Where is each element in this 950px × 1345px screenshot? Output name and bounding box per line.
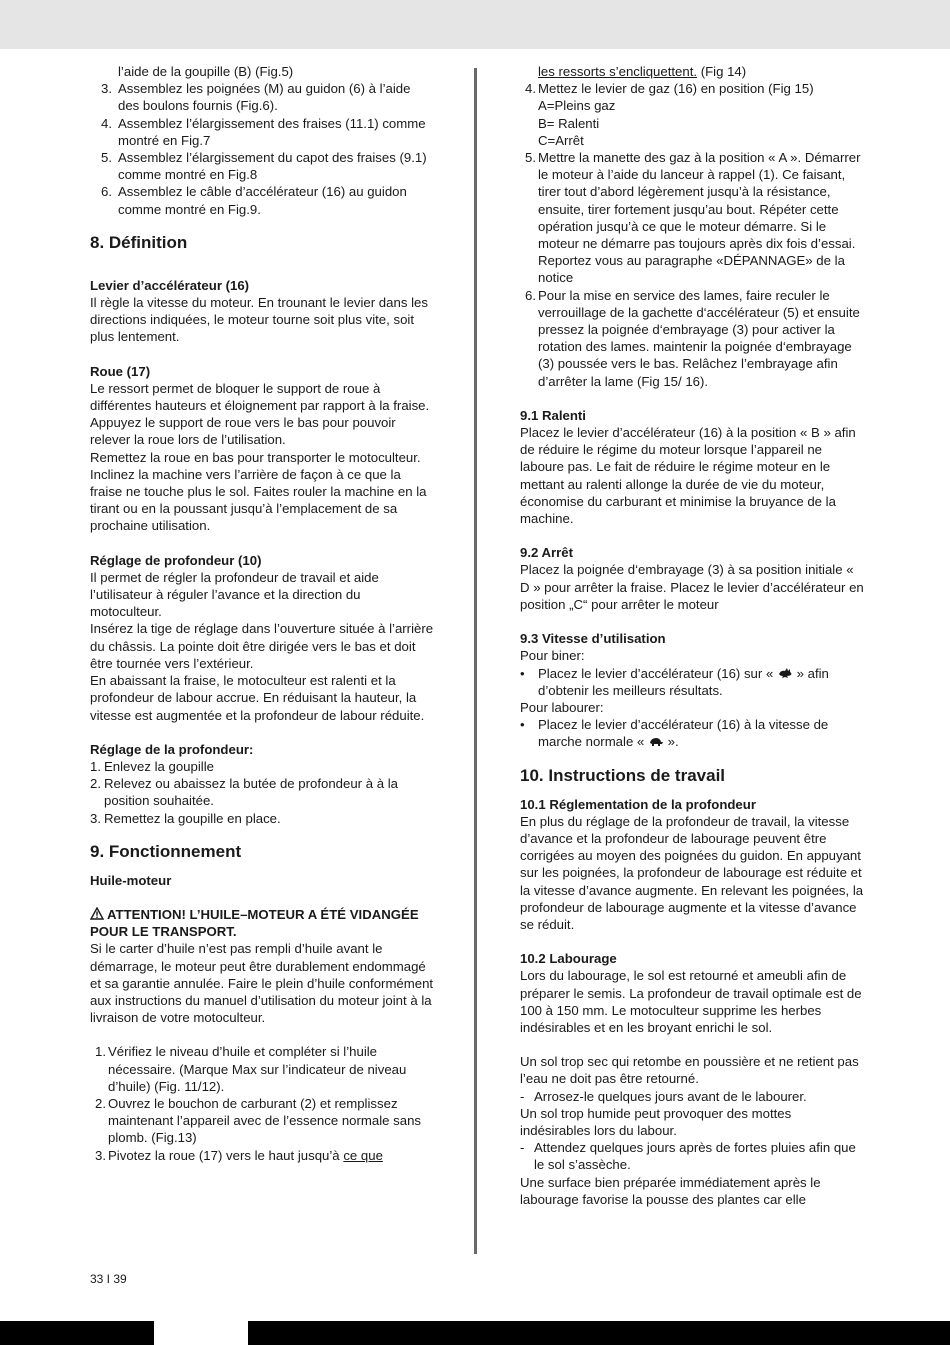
list-number: 1. xyxy=(90,758,101,774)
list-number: 1. xyxy=(95,1044,106,1060)
list-item-text: Assemblez les poignées (M) au guidon (6) à l’aide des boulons fournis (Fig.6). xyxy=(118,81,411,114)
warning-triangle-icon xyxy=(90,907,104,920)
gas-option: B= Ralenti xyxy=(538,115,600,131)
paragraph: En abaissant la fraise, le motoculteur est ralenti et la profondeur de labour accrue. En réduisant la hauteur, la vitesse est augmentée et la profondeur de labour réduite. xyxy=(90,673,425,723)
paragraph: Lors du labourage, le sol est retourné et ameubli afin de préparer le semis. La profondeur de travail optimale est de 100 à 150 mm. Le motoculteur supprime les herbes indésirables et en les broyant enrichi le sol. xyxy=(520,968,862,1035)
list-number: 4. xyxy=(525,81,536,97)
subheading-vitesse: 9.3 Vitesse d’utilisation xyxy=(520,631,666,647)
list-item xyxy=(90,115,435,149)
list-number: 3. xyxy=(90,810,101,826)
paragraph: Placez la poignée d‘embrayage (3) à sa position initiale « D » pour arrêter la fraise. Placez le levier d’accélérateur en position „C“ pour arrêter le moteur xyxy=(520,562,864,612)
list-item xyxy=(90,810,435,827)
bullet-text: Placez le levier d’accélérateur (16) sur « xyxy=(538,665,777,681)
paragraph: Le ressort permet de bloquer le support de roue à différentes hauteurs et éloignement par rapport à la fraise. Appuyez le support de roue vers le bas pour pouvoir relever la roue lors de l’utilisation. xyxy=(90,380,430,448)
section-heading-fonctionnement: 9. Fonctionnement xyxy=(90,841,242,861)
list-item-text: Assemblez l’élargissement des fraises (11.1) comme montré en Fig.7 xyxy=(118,115,426,148)
list-item xyxy=(520,149,865,287)
gas-option: C=Arrêt xyxy=(538,132,584,148)
list-number: 2. xyxy=(90,776,101,792)
dash-text: Attendez quelques jours après de fortes pluies afin que le sol s’assèche. xyxy=(534,1140,856,1173)
subheading-ralenti: 9.1 Ralenti xyxy=(520,407,586,423)
page-number: 33 I 39 xyxy=(90,1272,127,1286)
list-item-text: Mettre la manette des gaz à la position « A ». Démarrer le moteur à l’aide du lanceur à rappel (1). Ce faisant, tirer tout d’abord légèrement jusqu’à la résistance, ensuite, tirer fortement jusqu’au bout. Répéter cette opération jusqu’à ce que le moteur démarre. Si le moteur ne démarre pas toujours après dix fois d’essai. Reportez vous au paragraphe «DÉPANNAGE» de la notice xyxy=(538,150,861,286)
list-item xyxy=(90,1147,435,1164)
list-item xyxy=(90,758,435,775)
list-item-text: Pour la mise en service des lames, faire reculer le verrouillage de la gachette d‘accélérateur (5) et ensuite pressez la poignée d‘embrayage (3) pour activer la rotation des lames. maintenir la poignée d‘embrayage (3) poussée vers le bas. Relâchez l’embrayage afin d’arrêter la lame (Fig 15/ 16). xyxy=(538,287,860,389)
section-heading-instructions: 10. Instructions de travail xyxy=(520,765,726,785)
underlined-text: les ressorts s’encliquettent. xyxy=(538,64,698,79)
dash-item xyxy=(520,1139,865,1173)
paragraph: Il règle la vitesse du moteur. En trounant le levier dans les directions indiquées, le moteur tourne soit plus vite, soit plus lentement. xyxy=(90,295,428,345)
list-item-text: Relevez ou abaissez la butée de profondeur à à la position souhaitée. xyxy=(104,776,398,809)
paragraph: Si le carter d’huile n’est pas rempli d’huile avant le démarrage, le moteur peut être durablement endommagé et sa garantie annulée. Faire le plein d’huile conformément aux instructions du manuel d’utilisation du moteur joint à la livraison de votre motoculteur. xyxy=(90,941,434,1026)
subheading-levier: Levier d’accélérateur (16) xyxy=(90,277,250,293)
right-column xyxy=(520,63,865,1208)
list-item xyxy=(520,287,865,390)
paragraph: Pour biner: xyxy=(520,648,585,664)
list-item xyxy=(90,183,435,217)
subheading-huile: Huile-moteur xyxy=(90,872,172,888)
paragraph: Un sol trop humide peut provoquer des mottes indésirables lors du labour. xyxy=(520,1105,792,1138)
bullet-text: ». xyxy=(663,734,679,750)
turtle-icon xyxy=(648,735,664,747)
list-item-text: Mettez le levier de gaz (16) en position (Fig 15) xyxy=(538,81,814,97)
list-number: 3. xyxy=(101,81,112,97)
list-item-text: (Fig 14) xyxy=(697,64,747,79)
list-item xyxy=(90,149,435,183)
list-item xyxy=(90,775,435,809)
list-item-text: Enlevez la goupille xyxy=(104,758,214,774)
column-divider xyxy=(474,68,477,1254)
bottom-bar-gap xyxy=(154,1321,248,1345)
list-number: 6. xyxy=(101,184,112,200)
paragraph: Pour labourer: xyxy=(520,699,604,715)
bullet: • xyxy=(520,665,525,681)
subheading-arret: 9.2 Arrêt xyxy=(520,545,574,561)
list-item-text: Remettez la goupille en place. xyxy=(104,810,281,826)
list-number: 4. xyxy=(101,115,112,131)
list-number: 5. xyxy=(525,150,536,166)
warning-notice xyxy=(90,906,435,940)
list-item-text: Assemblez le câble d’accélérateur (16) au guidon comme montré en Fig.9. xyxy=(118,184,407,217)
dash-item xyxy=(520,1088,865,1105)
subheading-reglementation: 10.1 Réglementation de la profondeur xyxy=(520,796,756,812)
subheading-reglage: Réglage de profondeur (10) xyxy=(90,552,262,568)
list-item-text: l’aide de la goupille (B) (Fig.5) xyxy=(118,64,294,79)
bullet: • xyxy=(520,717,525,733)
paragraph: Un sol trop sec qui retombe en poussière et ne retient pas l’eau ne doit pas être retourné. xyxy=(520,1054,859,1087)
bullet-text: Placez le levier d’accélérateur (16) à la vitesse de marche normale « xyxy=(538,717,829,750)
list-item-text: Vérifiez le niveau d’huile et compléter si l’huile nécessaire. (Marque Max sur l’indicateur de niveau d’huile) (Fig. 11/12). xyxy=(108,1044,407,1094)
list-number: 5. xyxy=(101,150,112,166)
paragraph: Une surface bien préparée immédiatement après le labourage favorise la pousse des plantes car elle xyxy=(520,1174,821,1207)
list-number: 6. xyxy=(525,287,536,303)
bullet-item xyxy=(520,716,865,750)
underlined-text: ce que xyxy=(343,1147,383,1163)
list-item xyxy=(90,80,435,114)
bottom-bar xyxy=(0,1321,950,1345)
list-item xyxy=(90,1043,435,1095)
paragraph: Remettez la roue en bas pour transporter le motoculteur. Inclinez la machine vers l’arrière de façon à ce que la fraise ne touche plus le sol. Faites rouler la machine en la tirant ou en la poussant jusqu’à l’emplacement de sa prochaine utilisation. xyxy=(90,449,427,534)
list-item xyxy=(90,63,435,80)
dash: - xyxy=(520,1088,525,1104)
gas-option: A=Pleins gaz xyxy=(538,98,616,114)
subheading-roue: Roue (17) xyxy=(90,363,151,379)
dash-text: Arrosez-le quelques jours avant de le labourer. xyxy=(534,1088,807,1104)
list-item-text: Pivotez la roue (17) vers le haut jusqu’à xyxy=(108,1147,344,1163)
section-heading-definition: 8. Définition xyxy=(90,232,188,252)
list-item xyxy=(520,63,865,80)
list-item xyxy=(520,80,865,97)
top-band xyxy=(0,0,950,49)
paragraph: En plus du réglage de la profondeur de travail, la vitesse d’avance et la profondeur de labourage peuvent être corrigées au moyen des poignées du guidon. En appuyant sur les poignées, la profondeur de labourage est réduite et la vitesse d’avance augmente. En relevant les poignées, la profondeur de labourage augmente et la vitesse d’avance se réduit. xyxy=(520,813,864,932)
left-column xyxy=(90,63,435,1164)
hare-icon xyxy=(777,667,793,679)
list-item-text: Ouvrez le bouchon de carburant (2) et remplissez maintenant l’appareil avec de l’essence normale sans plomb. (Fig.13) xyxy=(108,1095,422,1146)
paragraph: Il permet de régler la profondeur de travail et aide l’utilisateur à réguler l’avance et la direction du motoculteur. xyxy=(90,569,379,620)
warning-text: ATTENTION! L’HUILE–MOTEUR A ÉTÉ VIDANGÉE POUR LE TRANSPORT. xyxy=(90,906,419,940)
subheading-labourage: 10.2 Labourage xyxy=(520,951,617,967)
paragraph: Placez le levier d’accélérateur (16) à la position « B » afin de réduire le régime du moteur lorsque l’appareil ne laboure pas. Le fait de réduire le régime moteur en le mettant au ralenti allonge la durée de vie du moteur, économise du carburant et minimise la bruyance de la machine. xyxy=(520,425,856,527)
list-number: 2. xyxy=(95,1095,106,1111)
subheading-reglage-profondeur: Réglage de la profondeur: xyxy=(90,741,254,757)
list-item xyxy=(90,1095,435,1147)
bullet-text: » afin d’obtenir les meilleurs résultats. xyxy=(538,665,829,698)
list-number: 3. xyxy=(95,1147,106,1163)
list-item-text: Assemblez l’élargissement du capot des fraises (9.1) comme montré en Fig.8 xyxy=(118,150,427,183)
dash: - xyxy=(520,1140,525,1156)
bullet-item xyxy=(520,665,865,699)
paragraph: Insérez la tige de réglage dans l’ouverture située à l’arrière du châssis. La pointe doit être dirigée vers le bas et doit être tournée vers l’extérieur. xyxy=(90,621,434,671)
